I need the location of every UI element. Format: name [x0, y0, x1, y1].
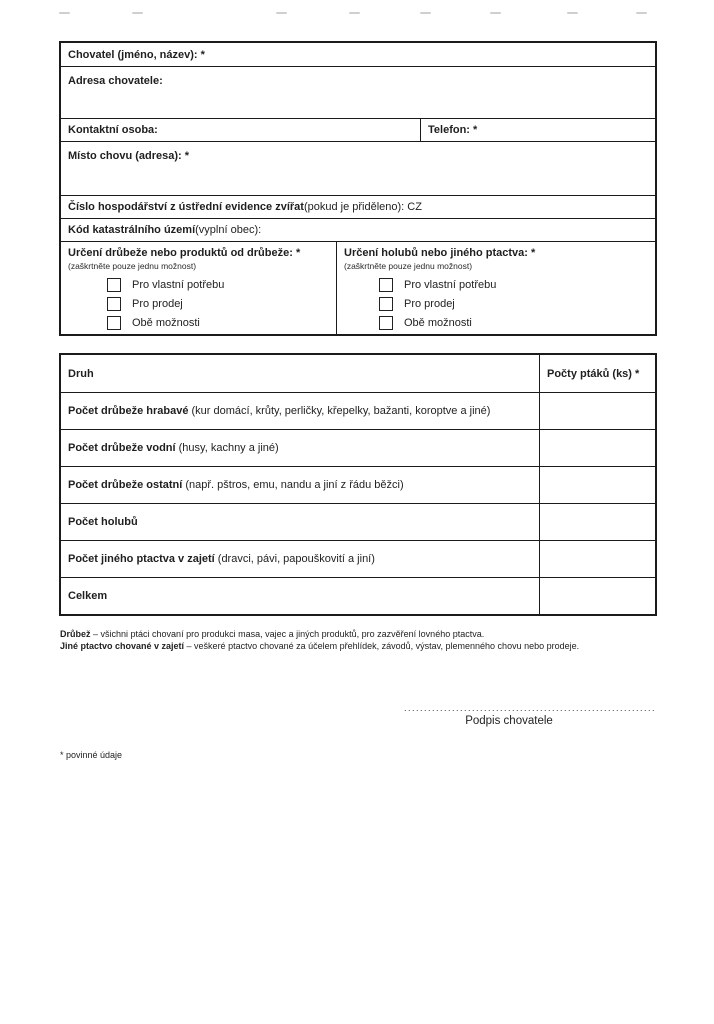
purpose-poultry-title: Určení drůbeže nebo produktů od drůbeže: *: [68, 247, 301, 259]
purpose-row: [61, 241, 655, 334]
scan-artifact: [420, 12, 431, 14]
option-label: Pro prodej: [404, 297, 455, 310]
checkbox-for-sale[interactable]: [107, 297, 121, 311]
row-label-rest: (dravci, pávi, papouškovití a jiní): [214, 552, 375, 565]
count-input-cell[interactable]: [539, 430, 655, 466]
purpose-poultry-subtitle: (zaškrtněte pouze jednu možnost): [68, 261, 197, 271]
purpose-pigeons-subtitle: (zaškrtněte pouze jednu možnost): [344, 261, 473, 271]
table-row-total: [61, 577, 655, 614]
bird-count-table: [59, 353, 657, 616]
cislo-label-bold: Číslo hospodářství z ústřední evidence zvířat: [68, 201, 304, 213]
footnote-text: – všichni ptáci chovaní pro produkci masa, vajec a jiných produktů, pro zazvěření lovného ptactva.: [90, 629, 485, 639]
scan-artifact: [349, 12, 360, 14]
count-input-cell[interactable]: [539, 467, 655, 503]
row-label-cell: [61, 578, 539, 614]
adresa-label: Adresa chovatele:: [68, 75, 163, 87]
scan-artifact: [567, 12, 578, 14]
field-adresa-chovatele[interactable]: [61, 66, 655, 118]
table-row: [61, 503, 655, 540]
row-label-rest: (kur domácí, krůty, perličky, křepelky, bažanti, koroptve a jiné): [188, 404, 491, 417]
field-cislo-hospodarstvi[interactable]: [61, 195, 655, 218]
header-pocty-label: Počty ptáků (ks) *: [547, 367, 640, 380]
purpose-pigeons-title: Určení holubů nebo jiného ptactva: *: [344, 247, 536, 259]
kod-label-rest: (vyplní obec):: [195, 224, 262, 236]
option-for-sale: [107, 296, 336, 311]
footnote-line: [60, 629, 660, 641]
option-own-use: [379, 277, 655, 292]
signature-label: Podpis chovatele: [465, 715, 553, 727]
checkbox-for-sale[interactable]: [379, 297, 393, 311]
cislo-label-rest: (pokud je přiděleno): CZ: [303, 201, 422, 213]
footnote-line: [60, 641, 660, 653]
misto-label: Místo chovu (adresa): *: [68, 150, 190, 162]
row-label-bold: Celkem: [68, 589, 108, 602]
row-label-cell: [61, 393, 539, 429]
table-row: [61, 392, 655, 429]
option-label: Obě možnosti: [404, 316, 472, 329]
checkbox-own-use[interactable]: [107, 278, 121, 292]
row-label-cell: [61, 504, 539, 540]
purpose-poultry-column: [61, 242, 336, 334]
scan-artifact: [276, 12, 287, 14]
row-label-bold: Počet drůbeže vodní: [68, 441, 176, 454]
header-druh: [61, 355, 539, 392]
header-druh-label: Druh: [68, 367, 94, 380]
signature-line[interactable]: ...............................................................: [404, 703, 657, 713]
footnote-text: – veškeré ptactvo chované za účelem přehlídek, závodů, výstav, plemenného chovu nebo prodeje.: [184, 640, 580, 651]
count-input-cell[interactable]: [539, 393, 655, 429]
definitions-footnote: [60, 629, 660, 652]
scan-artifact: [132, 12, 143, 14]
kod-label-bold: Kód katastrálního území: [68, 224, 196, 236]
row-label-bold: Počet drůbeže ostatní: [68, 478, 183, 491]
row-label-rest: (např. pštros, emu, nandu a jiní z řádu běžci): [182, 478, 404, 491]
checkbox-own-use[interactable]: [379, 278, 393, 292]
field-kontaktni-osoba[interactable]: [61, 119, 420, 141]
required-fields-note: * povinné údaje: [60, 750, 123, 760]
count-input-cell[interactable]: [539, 578, 655, 614]
option-label: Pro vlastní potřebu: [132, 278, 225, 291]
checkbox-both[interactable]: [379, 316, 393, 330]
kontaktni-label: Kontaktní osoba:: [68, 124, 158, 136]
option-for-sale: [379, 296, 655, 311]
option-both: [107, 315, 336, 330]
header-pocty: [539, 355, 655, 392]
scan-artifact: [490, 12, 501, 14]
option-own-use: [107, 277, 336, 292]
table-row: [61, 466, 655, 503]
count-input-cell[interactable]: [539, 541, 655, 577]
contact-row: [61, 118, 655, 141]
row-label-cell: [61, 467, 539, 503]
telefon-label: Telefon: *: [428, 124, 478, 136]
row-label-bold: Počet holubů: [68, 515, 138, 528]
purpose-pigeons-column: [336, 242, 655, 334]
option-label: Obě možnosti: [132, 316, 200, 329]
signature-block: [404, 703, 657, 727]
field-misto-chovu[interactable]: [61, 141, 655, 195]
table-row: [61, 429, 655, 466]
option-label: Pro prodej: [132, 297, 183, 310]
scan-artifact: [59, 12, 70, 14]
footnote-term: Drůbež: [60, 629, 91, 639]
chovatel-label: Chovatel (jméno, název): *: [68, 48, 205, 61]
count-input-cell[interactable]: [539, 504, 655, 540]
footnote-term: Jiné ptactvo chované v zajetí: [60, 640, 185, 651]
table-header-row: [61, 355, 655, 392]
option-both: [379, 315, 655, 330]
checkbox-both[interactable]: [107, 316, 121, 330]
option-label: Pro vlastní potřebu: [404, 278, 497, 291]
row-label-bold: Počet drůbeže hrabavé: [68, 404, 189, 417]
row-label-bold: Počet jiného ptactva v zajetí: [68, 552, 215, 565]
row-label-cell: [61, 430, 539, 466]
field-kod-katastralniho-uzemi[interactable]: [61, 218, 655, 241]
scan-artifact: [636, 12, 647, 14]
row-label-rest: (husy, kachny a jiné): [175, 441, 279, 454]
table-row: [61, 540, 655, 577]
breeder-info-table: [59, 41, 657, 336]
field-chovatel[interactable]: [61, 43, 655, 66]
field-telefon[interactable]: [420, 119, 655, 141]
row-label-cell: [61, 541, 539, 577]
